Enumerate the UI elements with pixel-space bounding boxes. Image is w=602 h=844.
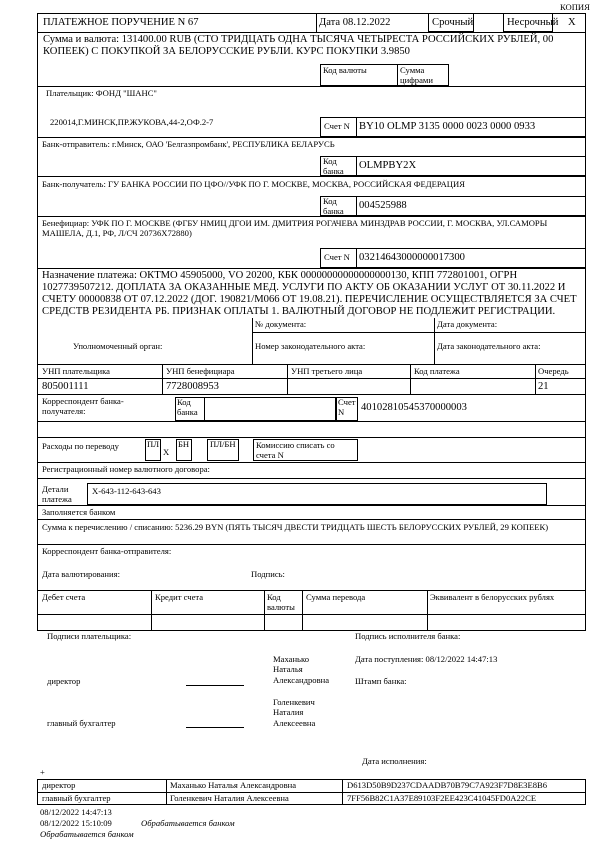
urgent-label: Срочный [432, 17, 474, 28]
ecp-row-name: Маханько Наталья Александровна [170, 780, 297, 790]
footer-status-2: Обрабатывается банком [40, 829, 134, 839]
correspondent-account-label: Счет N [338, 397, 356, 417]
non-urgent-mark: X [568, 17, 576, 28]
expenses-label: Расходы по переводу [42, 441, 119, 451]
order-date: Дата 08.12.2022 [319, 17, 391, 28]
director-patronymic: Александровна [273, 675, 330, 685]
receipt-date: Дата поступления: 08/12/2022 14:47:13 [355, 654, 498, 664]
queue-label: Очередь [538, 366, 569, 376]
correspondent-label: Корреспондент банка-получателя: [42, 396, 124, 416]
payer-address: 220014,Г.МИНСК,ПР.ЖУКОВА,44-2,ОФ.2-7 [50, 117, 214, 127]
authority-label: Уполномоченный орган: [73, 341, 163, 351]
ecp-row-hash: D613D50B9D237CDAADB70B79C7A923F7D8E3E8B6 [347, 780, 548, 790]
currency-code-label: Код валюты [323, 65, 367, 75]
bank-fill-label: Заполняется банком [42, 507, 116, 517]
bank-signature-title: Подпись исполнителя банка: [355, 631, 461, 641]
act-number-label: Номер законодательного акта: [255, 341, 366, 351]
unp-beneficiary: 7728008953 [166, 381, 219, 392]
unp-payer: 805001111 [42, 381, 89, 392]
correspondent-account: 40102810545370000003 [361, 402, 467, 413]
bank-stamp-label: Штамп банка: [355, 676, 407, 686]
transfer-sum: Сумма к перечислению / списанию: 5236.29 BYN (ПЯТЬ ТЫСЯЧ ДВЕСТИ ТРИДЦАТЬ ШЕСТЬ БЕЛОРУССКИХ РУБЛЕЙ, 29 КОПЕЕК) [42, 522, 549, 532]
correspondent-code-label: Код банка [177, 397, 198, 417]
expense-plbn-label: ПЛ/БН [210, 439, 236, 449]
payment-code-label: Код платежа [414, 366, 460, 376]
signature-label: Подпись: [251, 569, 285, 579]
ecp-row-hash: 7FF56B82C1A37E89103F2EE423C41045FD0A22CE [347, 793, 537, 803]
beneficiary-account-label: Счет N [324, 252, 350, 262]
sum-digits-label: Сумма цифрами [400, 65, 433, 85]
ecp-row-name: Голенкевич Наталия Алексеевна [170, 793, 289, 803]
details-label: Детали платежа [42, 484, 72, 504]
execution-date-label: Дата исполнения: [362, 756, 427, 766]
accountant-firstname: Наталия [273, 707, 304, 717]
expense-bn-label: БН [178, 439, 190, 449]
currency-code-header: Код валюты [267, 592, 295, 612]
payer-label: Плательщик: ФОНД "ШАНС" [46, 88, 157, 98]
accountant-title: главный бухгалтер [47, 718, 116, 728]
director-title: директор [47, 676, 81, 686]
expense-pl-mark: X [163, 447, 170, 457]
unp-third-label: УНП третьего лица [291, 366, 363, 376]
beneficiary-label: Бенефициар: УФК ПО Г. МОСКВЕ (ФГБУ НМИЦ ДГОИ ИМ. ДМИТРИЯ РОГАЧЕВА МИНЗДРАВ РОССИИ, Г. МОСКВА, УЛ.САМОРЫ МАШЕЛА, Д.1, РФ, Л/СЧ 20736Х72880) [42, 218, 548, 238]
sender-bank-code: OLMPBY2X [359, 160, 417, 171]
unp-payer-label: УНП плательщика [42, 366, 110, 376]
footer-timestamp-2: 08/12/2022 15:10:09 [40, 818, 112, 828]
accountant-surname: Голенкевич [273, 697, 315, 707]
details-value: Х-643-112-643-643 [92, 486, 161, 496]
director-signature-line [186, 685, 244, 686]
form-title: ПЛАТЕЖНОЕ ПОРУЧЕНИЕ N 67 [43, 17, 199, 28]
receiver-bank-code: 004525988 [359, 200, 407, 211]
correspondent-sender-label: Корреспондент банка-отправителя: [42, 546, 172, 556]
purpose-text: Назначение платежа: ОКТМО 45905000, VO 20200, КБК 00000000000000000130, КПП 772801001, ОГРН 1027739507212. ДОПЛАТА ЗА ОКАЗАННЫЕ МЕД. УСЛУГИ ПО АКТУ ОБ ОКАЗАНИИ УСЛУГ ОТ 30.11.2022 И СЧЕТУ 00000838 ОТ 07.12.2022 (ДОГ. 190821/М066 ОТ 19.08.21). ПЕРЕЧИСЛЕНИЕ ОСУЩЕСТВЛЯЕТСЯ ЗА СЧЕТ СРЕДСТВ РЕЗИДЕНТА РБ. ПРИЗНАК ОПЛАТЫ 1. ВАЛЮТНЫЙ ДОГОВОР НЕ ПОДЛЕЖИТ РЕГИСТРАЦИИ. [42, 270, 577, 317]
accountant-patronymic: Алексеевна [273, 718, 316, 728]
doc-date-label: Дата документа: [437, 319, 498, 329]
beneficiary-account: 03214643000000017300 [359, 252, 465, 263]
non-urgent-label: Несрочный [507, 17, 559, 28]
sender-bank-label: Банк-отправитель: г.Минск, ОАО 'Белгазпромбанк', РЕСПУБЛИКА БЕЛАРУСЬ [42, 139, 335, 149]
payer-account: BY10 OLMP 3135 0000 0023 0000 0933 [359, 121, 536, 132]
payer-signatures-title: Подписи плательщика: [47, 631, 132, 641]
accountant-signature-line [186, 727, 244, 728]
sender-bank-code-label: Код банка [323, 156, 344, 176]
form-frame [37, 13, 586, 631]
doc-number-label: № документа: [255, 319, 307, 329]
footer-timestamp-1: 08/12/2022 14:47:13 [40, 807, 112, 817]
ecp-row-role: директор [42, 780, 76, 790]
copy-label: КОПИЯ [560, 2, 590, 12]
director-firstname: Наталья [273, 664, 303, 674]
amount-text: Сумма и валюта: 131400.00 RUB (СТО ТРИДЦАТЬ ОДНА ТЫСЯЧА ЧЕТЫРЕСТА РОССИЙСКИХ РУБЛЕЙ, 00 КОПЕЕК) С ПОКУПКОЙ ЗА БЕЛОРУССКИЕ РУБЛИ. КУРС ПОКУПКИ 3.9850 [43, 34, 554, 57]
receiver-bank-code-label: Код банка [323, 196, 344, 216]
debit-account-header: Дебет счета [42, 592, 86, 602]
transfer-amount-header: Сумма перевода [306, 592, 366, 602]
payer-account-label: Счет N [324, 121, 350, 131]
commission-label: Комиссию списать со счета N [256, 440, 335, 460]
queue-value: 21 [538, 381, 549, 392]
footer-status-1: Обрабатывается банком [141, 818, 235, 828]
value-date-label: Дата валютирования: [42, 569, 120, 579]
credit-account-header: Кредит счета [155, 592, 204, 602]
unp-beneficiary-label: УНП бенефициара [166, 366, 235, 376]
ecp-row-role: главный бухгалтер [42, 793, 111, 803]
registration-label: Регистрационный номер валютного договора: [42, 464, 210, 474]
act-date-label: Дата законодательного акта: [437, 341, 541, 351]
receiver-bank-label: Банк-получатель: ГУ БАНКА РОССИИ ПО ЦФО//УФК ПО Г. МОСКВЕ, МОСКВА, РОССИЙСКАЯ ФЕДЕРАЦИЯ [42, 179, 465, 189]
ecp-marker: + [40, 767, 45, 777]
expense-pl-label: ПЛ [147, 439, 160, 449]
director-surname: Маханько [273, 654, 310, 664]
byn-equivalent-header: Эквивалент в белорусских рублях [430, 592, 555, 602]
